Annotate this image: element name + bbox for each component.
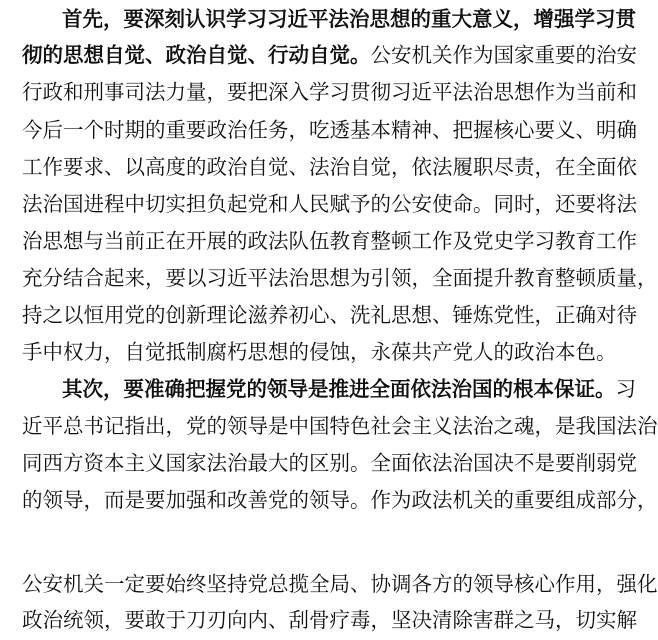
body-text: 充分结合起来，要以习近平法治思想为引领，全面提升教育整顿质量， [22, 266, 658, 290]
bold-heading-text: 彻的思想自觉、政治自觉、行动自觉。 [22, 43, 371, 67]
body-text: 公安机关作为国家重要的治安 [370, 43, 637, 67]
bold-heading-text: 其次，要准确把握党的领导是推进全面依法治国的根本保证。 [62, 377, 616, 401]
paragraph-1-line-8 [22, 261, 658, 295]
paragraph-2-line-4 [22, 483, 658, 517]
paragraph-1-line-9 [22, 298, 637, 332]
body-text: 公安机关一定要始终坚持党总揽全局、协调各方的领导核心作用，强化 [22, 572, 658, 596]
paragraph-1-line-6 [22, 187, 637, 221]
paragraph-1-line-1 [62, 2, 636, 36]
body-text: 治思想与当前正在开展的政法队伍教育整顿工作及党史学习教育工作 [22, 229, 637, 253]
paragraph-3-line-1 [22, 567, 658, 601]
paragraph-1-line-7 [22, 224, 637, 258]
body-text: 近平总书记指出，党的领导是中国特色社会主义法治之魂，是我国法治 [22, 414, 658, 438]
paragraph-2-line-2 [22, 409, 658, 443]
paragraph-1-line-10 [22, 335, 620, 369]
body-text: 持之以恒用党的创新理论滋养初心、洗礼思想、锤炼党性，正确对待 [22, 303, 637, 327]
paragraph-1-line-4 [22, 113, 637, 147]
paragraph-2-line-3 [22, 446, 637, 480]
bold-heading-text: 首先，要深刻认识学习习近平法治思想的重大意义，增强学习贯 [62, 7, 636, 31]
paragraph-3-line-2 [22, 603, 637, 637]
body-text: 习 [615, 377, 636, 401]
paragraph-1-line-2 [22, 38, 637, 72]
body-text: 政治统领，要敢于刀刃向内、刮骨疗毒，坚决清除害群之马，切实解 [22, 608, 637, 632]
body-text: 同西方资本主义国家法治最大的区别。全面依法治国决不是要削弱党 [22, 451, 637, 475]
body-text: 今后一个时期的重要政治任务，吃透基本精神、把握核心要义、明确 [22, 118, 637, 142]
body-text: 的领导，而是要加强和改善党的领导。作为政法机关的重要组成部分， [22, 488, 658, 512]
body-text: 手中权力，自觉抵制腐朽思想的侵蚀，永葆共产党人的政治本色。 [22, 340, 617, 364]
paragraph-2-line-1 [62, 372, 636, 406]
body-text: 法治国进程中切实担负起党和人民赋予的公安使命。同时，还要将法 [22, 192, 637, 216]
paragraph-1-line-5 [22, 150, 637, 184]
paragraph-1-line-3 [22, 75, 637, 109]
body-text: 工作要求、以高度的政治自觉、法治自觉，依法履职尽责，在全面依 [22, 155, 637, 179]
body-text: 行政和刑事司法力量，要把深入学习贯彻习近平法治思想作为当前和 [22, 80, 637, 104]
